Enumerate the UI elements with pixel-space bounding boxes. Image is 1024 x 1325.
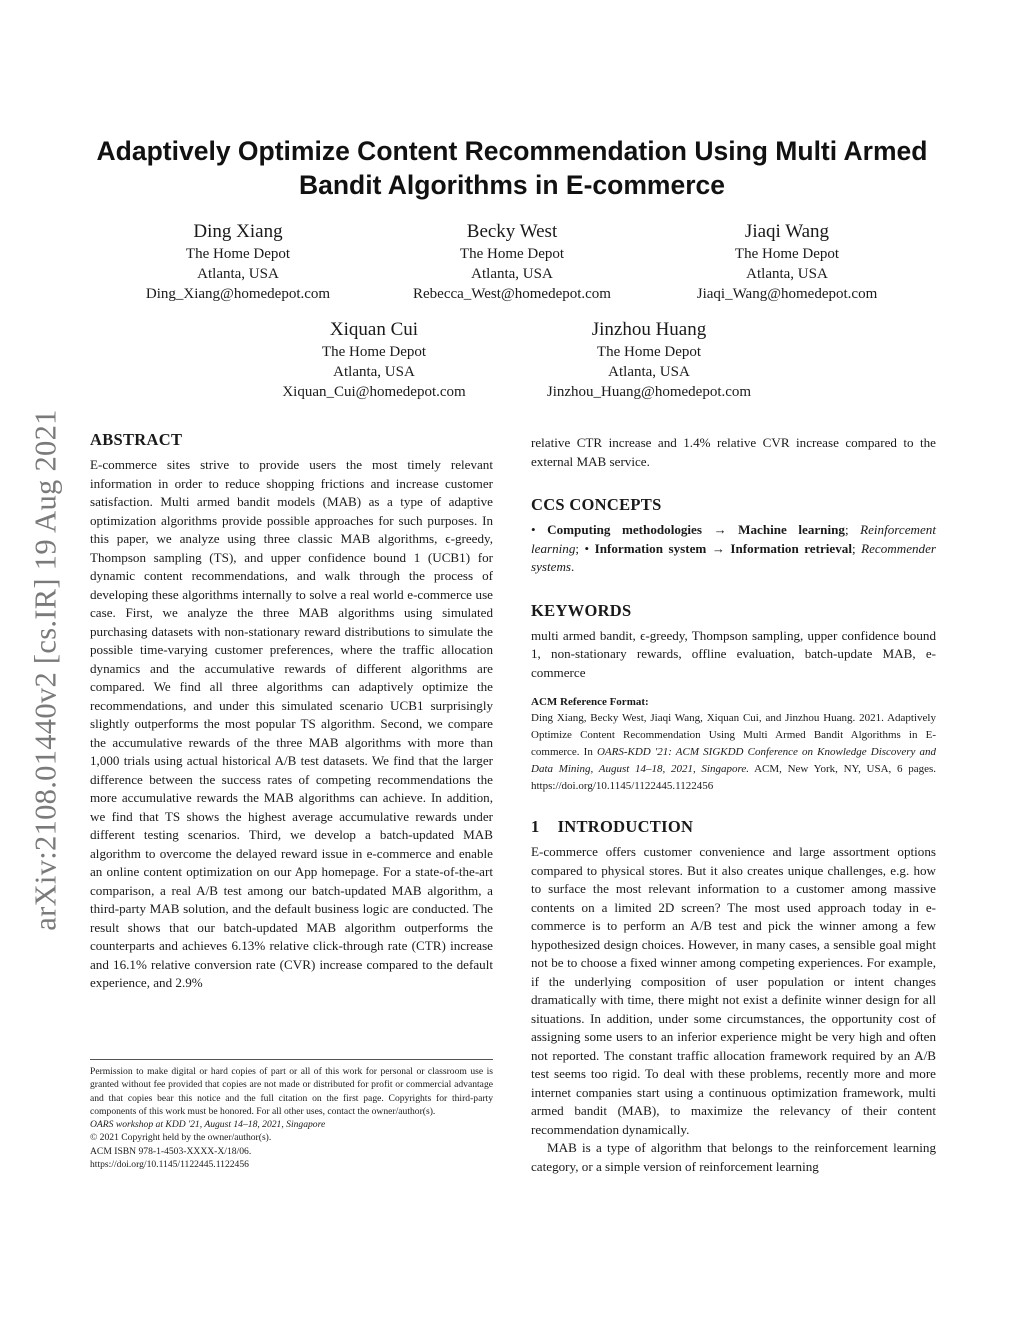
author-block (637, 220, 937, 304)
author-location: Atlanta, USA (746, 266, 828, 282)
author-name: Xiquan Cui (329, 319, 419, 340)
workshop-venue: OARS workshop at KDD '21, August 14–18, 2021, Singapore (90, 1119, 326, 1131)
author-block (88, 220, 388, 304)
author-email[interactable]: Rebecca_West@homedepot.com (413, 286, 611, 302)
keywords-text: multi armed bandit, ϵ-greedy, Thompson sampling, upper confidence bound 1, non-stationary rewards, offline evaluation, batch-update MAB, e-commerce (531, 627, 936, 680)
acm-reference-heading: ACM Reference Format: (531, 696, 649, 708)
ccs-end: . (571, 559, 575, 574)
permission-footnote (90, 1059, 493, 1171)
left-column (90, 430, 493, 993)
author-affiliation: The Home Depot (734, 246, 840, 262)
author-name: Jiaqi Wang (744, 221, 830, 242)
arxiv-stamp (26, 395, 66, 945)
acm-reference (531, 696, 936, 795)
author-block (499, 318, 799, 402)
author-block (224, 318, 524, 402)
author-name: Ding Xiang (193, 221, 283, 242)
author-email[interactable]: Ding_Xiang@homedepot.com (145, 286, 331, 302)
abstract-continuation: relative CTR increase and 1.4% relative CVR increase compared to the external MAB service. (531, 435, 936, 469)
isbn-line: ACM ISBN 978-1-4503-XXXX-X/18/06. (90, 1145, 252, 1157)
acm-reference-tail: ACM, New York, NY, USA, 6 pages. https://doi.org/10.1145/1122445.1122456 (531, 763, 936, 792)
ccs-concepts (531, 521, 936, 577)
author-block (362, 220, 662, 304)
ccs-bullet: • (531, 522, 536, 537)
acm-reference-text (531, 710, 936, 795)
section-number: 1 (531, 817, 540, 836)
ccs-separator: ; (844, 522, 849, 537)
right-column (531, 434, 936, 1176)
author-affiliation: The Home Depot (185, 246, 291, 262)
author-location: Atlanta, USA (333, 364, 415, 380)
paper-title: Adaptively Optimize Content Recommendation Using Multi Armed Bandit Algorithms in E-commerce (96, 136, 928, 200)
author-location: Atlanta, USA (471, 266, 553, 282)
author-affiliation: The Home Depot (459, 246, 565, 262)
abstract-text: E-commerce sites strive to provide users the most timely relevant information in order to reduce shopping frictions and increase customer satisfaction. Multi armed bandit models (MAB) as a type of adaptive optimization algorithms provide possible approaches for such purposes. In this paper, we analyze using three classic MAB algorithms, ϵ-greedy, Thompson sampling (TS), and upper confidence bound 1 (UCB1) for dynamic content recommendations, and walk through the process of developing these algorithms internally to solve a real world e-commerce use case. First, we analyze the three MAB algorithms using simulated purchasing datasets with non-stationary reward distributions to simulate the possible time-varying customer preferences, where the traffic allocation dynamics and the accumulative rewards of different algorithms are compared. We find all three algorithms can adaptively optimize the recommendations, and under this simulated scenario UCB1 surprisingly slightly outperforms the most popular TS algorithm. Second, we compare the accumulative rewards of the three MAB algorithms with more than 1,000 trials using actual historical A/B test datasets. We find that the larger difference between the success rates of competing recommendations the more accumulative rewards the MAB algorithms can achieve. In addition, we find that TS shows the highest average accumulative rewards under different testing scenarios. Third, we develop a batch-updated MAB algorithm to overcome the delayed reward issue in e-commerce and enable an online content optimization on our App homepage. For a state-of-the-art comparison, a real A/B test among our batch-updated MAB algorithm, a third-party MAB solution, and the default business logic are conducted. The result shows that our batch-updated MAB algorithm outperforms the counterparts and achieves 6.13% relative click-through rate (CTR) increase and 16.1% relative conversion rate (CVR) increase compared to the default experience, and 2.9% (90, 457, 493, 990)
ccs-concept-2-detail: Recommender systems (531, 540, 937, 574)
author-affiliation: The Home Depot (596, 344, 702, 360)
arxiv-stamp-text: arXiv:2108.01440v2 [cs.IR] 19 Aug 2021 (28, 409, 63, 931)
ccs-concept-1: Computing methodologies → Machine learning (547, 522, 845, 537)
author-name: Becky West (466, 221, 558, 242)
author-email[interactable]: Jiaqi_Wang@homedepot.com (696, 286, 878, 302)
ccs-separator: ; (575, 540, 580, 556)
intro-heading (531, 817, 936, 837)
intro-paragraph: MAB is a type of algorithm that belongs to the reinforcement learning category, or a simple version of reinforcement learning (531, 1140, 936, 1174)
abstract-heading: ABSTRACT (90, 430, 183, 449)
intro-paragraph: E-commerce offers customer convenience and large assortment options compared to physical stores. But it also creates unique challenges, e.g. how to surface the most relevant information to a customer among massive contents on a limited 2D screen? The most used approach today in e-commerce is to perform an A/B test and pick the winner among a few hypothesized design choices. However, in many cases, a sensible goal might not be to choose a fixed winner among competing experiences. For example, if the underlying composition of user population or intent changes dramatically with time, there might not exist a definite winner design for all situations. In addition, under some circumstances, the opportunity cost of assigning some users to an inferior experience might be very high and often not reported. The constant traffic allocation framework required by an A/B test seems too rigid. To deal with these problems, recently more and more internet companies start using a continuous optimization framework, multi armed bandit (MAB), to maximize the relevancy of their content recommendation dynamically. (531, 844, 936, 1137)
ccs-separator: ; (851, 540, 856, 556)
permission-text: Permission to make digital or hard copies of part or all of this work for personal or classroom use is granted without fee provided that copies are not made or distributed for profit or commercial advantage and that copies bear this notice and the full citation on the first page. Copyrights for third-party components of this work must be honored. For all other uses, contact the owner/author(s). (90, 1066, 493, 1117)
author-email[interactable]: Jinzhou_Huang@homedepot.com (546, 384, 752, 400)
ccs-concept-1-detail: Reinforcement learning (531, 522, 936, 556)
ccs-heading: CCS CONCEPTS (531, 495, 662, 514)
section-title: INTRODUCTION (557, 817, 694, 836)
ccs-bullet: • (584, 540, 590, 556)
copyright-line: © 2021 Copyright held by the owner/author(s). (90, 1132, 272, 1144)
doi-link[interactable]: https://doi.org/10.1145/1122445.1122456 (90, 1159, 249, 1171)
author-name: Jinzhou Huang (591, 319, 707, 340)
author-location: Atlanta, USA (197, 266, 279, 282)
acm-reference-venue: OARS-KDD '21: ACM SIGKDD Conference on Knowledge Discovery and Data Mining, August 14–18, 2021, Singapore. (531, 746, 936, 775)
author-email[interactable]: Xiquan_Cui@homedepot.com (282, 384, 466, 400)
acm-reference-authors: Ding Xiang, Becky West, Jiaqi Wang, Xiquan Cui, and Jinzhou Huang. 2021. Adaptively Optimize Content Recommendation Using Multi Armed Bandit Algorithms in E-commerce. In (531, 712, 936, 758)
ccs-concept-2: Information system → Information retrieval (594, 540, 852, 556)
author-affiliation: The Home Depot (321, 344, 427, 360)
author-location: Atlanta, USA (608, 364, 690, 380)
keywords-heading: KEYWORDS (531, 600, 632, 620)
